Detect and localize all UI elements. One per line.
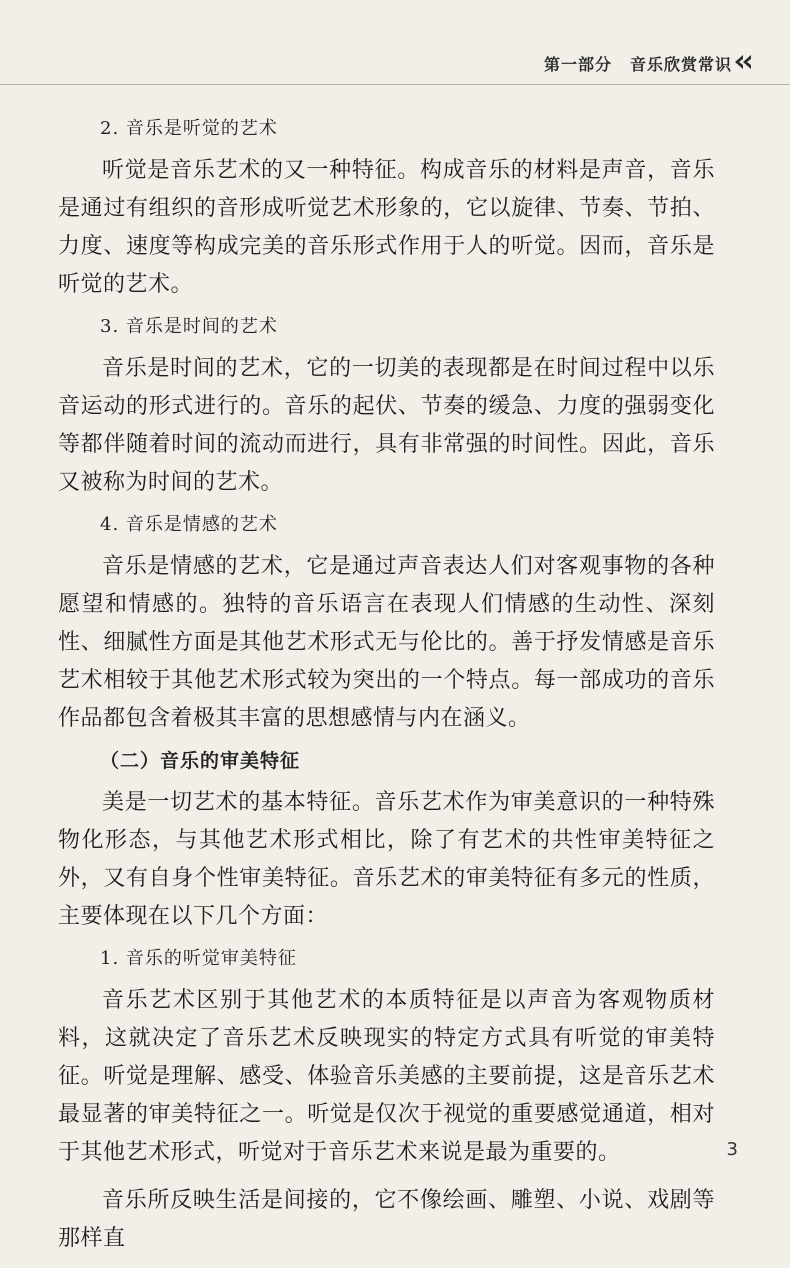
running-header-text bbox=[544, 52, 732, 75]
paragraph-auditory-aesthetic-2: 音乐所反映生活是间接的，它不像绘画、雕塑、小说、戏剧等那样直 bbox=[58, 1188, 715, 1251]
paragraph-aesthetic-features: 美是一切艺术的基本特征。音乐艺术作为审美意识的一种特殊物化形态，与其他艺术形式相比，除了有艺术的共性审美特征之外，又有自身个性审美特征。音乐艺术的审美特征有多元的性质，主要体现在以下几个方面： bbox=[58, 790, 715, 929]
section-heading-time-art: 3. 音乐是时间的艺术 bbox=[100, 316, 278, 337]
section-heading-emotion-art: 4. 音乐是情感的艺术 bbox=[100, 514, 278, 535]
section-heading-hearing-art: 2. 音乐是听觉的艺术 bbox=[100, 118, 278, 139]
paragraph-auditory-aesthetic-1: 音乐艺术区别于其他艺术的本质特征是以声音为客观物质材料，这就决定了音乐艺术反映现实的特定方式具有听觉的审美特征。听觉是理解、感受、体验音乐美感的主要前提，这是音乐艺术最显著的审美特征之一。听觉是仅次于视觉的重要感觉通道，相对于其他艺术形式，听觉对于音乐艺术来说是最为重要的。 bbox=[58, 988, 715, 1165]
header-title: 音乐欣赏常识 bbox=[629, 55, 732, 74]
page-body bbox=[58, 116, 715, 1268]
header-part-label: 第一部分 bbox=[543, 55, 612, 74]
header-rule bbox=[0, 84, 790, 85]
paragraph-hearing-art: 听觉是音乐艺术的又一种特征。构成音乐的材料是声音，音乐是通过有组织的音形成听觉艺术形象的，它以旋律、节奏、节拍、力度、速度等构成完美的音乐形式作用于人的听觉。因而，音乐是听觉的艺术。 bbox=[58, 158, 715, 297]
paragraph-emotion-art: 音乐是情感的艺术，它是通过声音表达人们对客观事物的各种愿望和情感的。独特的音乐语言在表现人们情感的生动性、深刻性、细腻性方面是其他艺术形式无与伦比的。善于抒发情感是音乐艺术相较于其他艺术形式较为突出的一个特点。每一部成功的音乐作品都包含着极其丰富的思想感情与内在涵义。 bbox=[58, 554, 715, 731]
page-number: 3 bbox=[726, 1139, 738, 1160]
paragraph-time-art: 音乐是时间的艺术，它的一切美的表现都是在时间过程中以乐音运动的形式进行的。音乐的起伏、节奏的缓急、力度的强弱变化等都伴随着时间的流动而进行，具有非常强的时间性。因此，音乐又被称为时间的艺术。 bbox=[58, 356, 715, 495]
double-chevron-left-icon bbox=[734, 53, 752, 71]
section-heading-auditory-aesthetic: 1. 音乐的听觉审美特征 bbox=[100, 948, 297, 969]
running-header bbox=[0, 0, 790, 88]
section-heading-aesthetic-features: （二）音乐的审美特征 bbox=[100, 750, 301, 772]
